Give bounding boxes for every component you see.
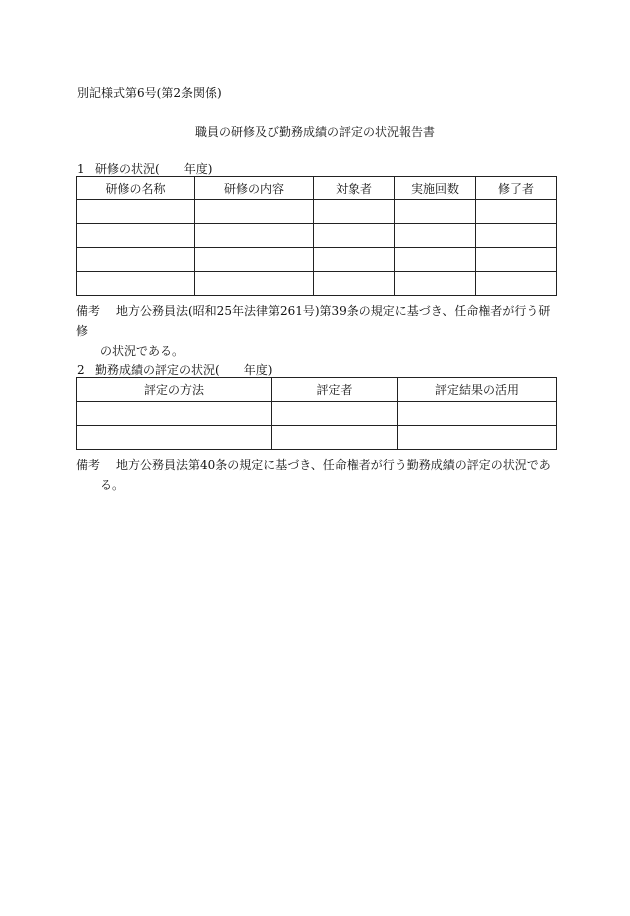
section1-note-label: 備考: [76, 304, 101, 318]
table-cell[interactable]: [195, 272, 314, 296]
table-cell[interactable]: [77, 272, 195, 296]
table-cell[interactable]: [314, 248, 395, 272]
table-row: [77, 224, 557, 248]
form-label: 別記様式第6号(第2条関係): [77, 86, 222, 100]
document-title: 職員の研修及び勤務成績の評定の状況報告書: [194, 125, 435, 139]
column-header: 評定者: [272, 378, 398, 402]
table-cell[interactable]: [77, 426, 272, 450]
column-header: 研修の名称: [77, 177, 195, 200]
section2-heading: [77, 361, 272, 378]
table-cell[interactable]: [395, 224, 476, 248]
section1-note: [76, 301, 561, 361]
section2-note-label: 備考: [76, 458, 101, 472]
evaluation-table-header: [77, 378, 557, 402]
training-table-header: [77, 177, 557, 200]
section2-heading-post: 年度): [243, 363, 273, 377]
section1-note-line2: の状況である。: [100, 344, 185, 358]
table-row: [77, 426, 557, 450]
table-cell[interactable]: [77, 402, 272, 426]
table-cell[interactable]: [476, 272, 557, 296]
section2-number: 2: [77, 363, 85, 377]
table-cell[interactable]: [314, 200, 395, 224]
section2-note-line2: る。: [100, 478, 125, 492]
table-cell[interactable]: [395, 272, 476, 296]
table-cell[interactable]: [398, 426, 557, 450]
table-cell[interactable]: [314, 224, 395, 248]
table-cell[interactable]: [476, 224, 557, 248]
column-header: 対象者: [314, 177, 395, 200]
table-cell[interactable]: [476, 200, 557, 224]
table-cell[interactable]: [272, 426, 398, 450]
section1-number: 1: [77, 162, 85, 176]
section1-note-line1: 地方公務員法(昭和25年法律第261号)第39条の規定に基づき、任命権者が行う研修: [76, 304, 551, 338]
column-header: 研修の内容: [195, 177, 314, 200]
column-header: 評定の方法: [77, 378, 272, 402]
section2-note-line1: 地方公務員法第40条の規定に基づき、任命権者が行う勤務成績の評定の状況であ: [116, 458, 551, 472]
section2-note: [76, 455, 561, 495]
table-cell[interactable]: [77, 224, 195, 248]
section2-heading-pre: 勤務成績の評定の状況(: [95, 363, 220, 377]
evaluation-table: [76, 377, 557, 450]
column-header: 修了者: [476, 177, 557, 200]
column-header: 評定結果の活用: [398, 378, 557, 402]
column-header: 実施回数: [395, 177, 476, 200]
section1-heading-pre: 研修の状況(: [95, 162, 160, 176]
table-cell[interactable]: [476, 248, 557, 272]
table-cell[interactable]: [195, 224, 314, 248]
table-cell[interactable]: [272, 402, 398, 426]
table-row: [77, 248, 557, 272]
table-cell[interactable]: [395, 248, 476, 272]
section1-heading: [77, 160, 212, 177]
training-table: [76, 176, 557, 296]
table-cell[interactable]: [395, 200, 476, 224]
section1-heading-post: 年度): [183, 162, 213, 176]
table-cell[interactable]: [314, 272, 395, 296]
table-cell[interactable]: [195, 200, 314, 224]
table-row: [77, 402, 557, 426]
table-cell[interactable]: [195, 248, 314, 272]
table-cell[interactable]: [77, 200, 195, 224]
table-cell[interactable]: [77, 248, 195, 272]
table-row: [77, 272, 557, 296]
table-cell[interactable]: [398, 402, 557, 426]
table-row: [77, 200, 557, 224]
